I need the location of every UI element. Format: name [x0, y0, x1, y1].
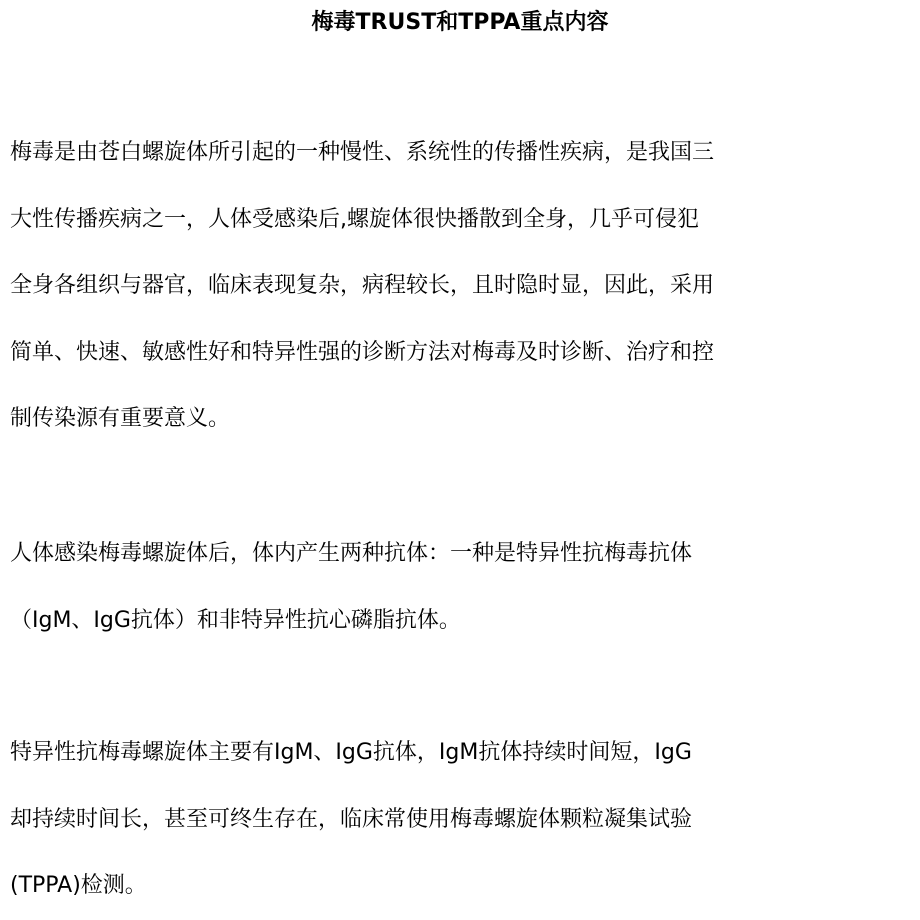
- paragraph-line: 特异性抗梅毒螺旋体主要有IgM、IgG抗体，IgM抗体持续时间短，IgG: [10, 740, 692, 765]
- paragraph-line: 全身各组织与器官，临床表现复杂，病程较长，且时隐时显，因此，采用: [10, 273, 715, 298]
- paragraph-antibody-types: [10, 521, 840, 654]
- paragraph-specific-antibodies: [10, 720, 840, 920]
- paragraph-syphilis-intro: [10, 120, 840, 453]
- paragraph-line: 简单、快速、敏感性好和特异性强的诊断方法对梅毒及时诊断、治疗和控: [10, 339, 715, 365]
- paragraph-line: (TPPA)检测。: [10, 873, 147, 898]
- document-title: 梅毒TRUST和TPPA重点内容: [311, 10, 609, 35]
- paragraph-line: 人体感染梅毒螺旋体后，体内产生两种抗体：一种是特异性抗梅毒抗体: [10, 541, 693, 566]
- paragraph-line: 制传染源有重要意义。: [10, 406, 231, 431]
- paragraph-line: 却持续时间长，甚至可终生存在，临床常使用梅毒螺旋体颗粒凝集试验: [10, 806, 693, 832]
- paragraph-line: （IgM、IgG抗体）和非特异性抗心磷脂抗体。: [10, 607, 461, 633]
- paragraph-line: 大性传播疾病之一，人体受感染后,螺旋体很快播散到全身，几乎可侵犯: [10, 206, 699, 232]
- paragraph-line: 梅毒是由苍白螺旋体所引起的一种慢性、系统性的传播性疾病，是我国三: [10, 140, 715, 165]
